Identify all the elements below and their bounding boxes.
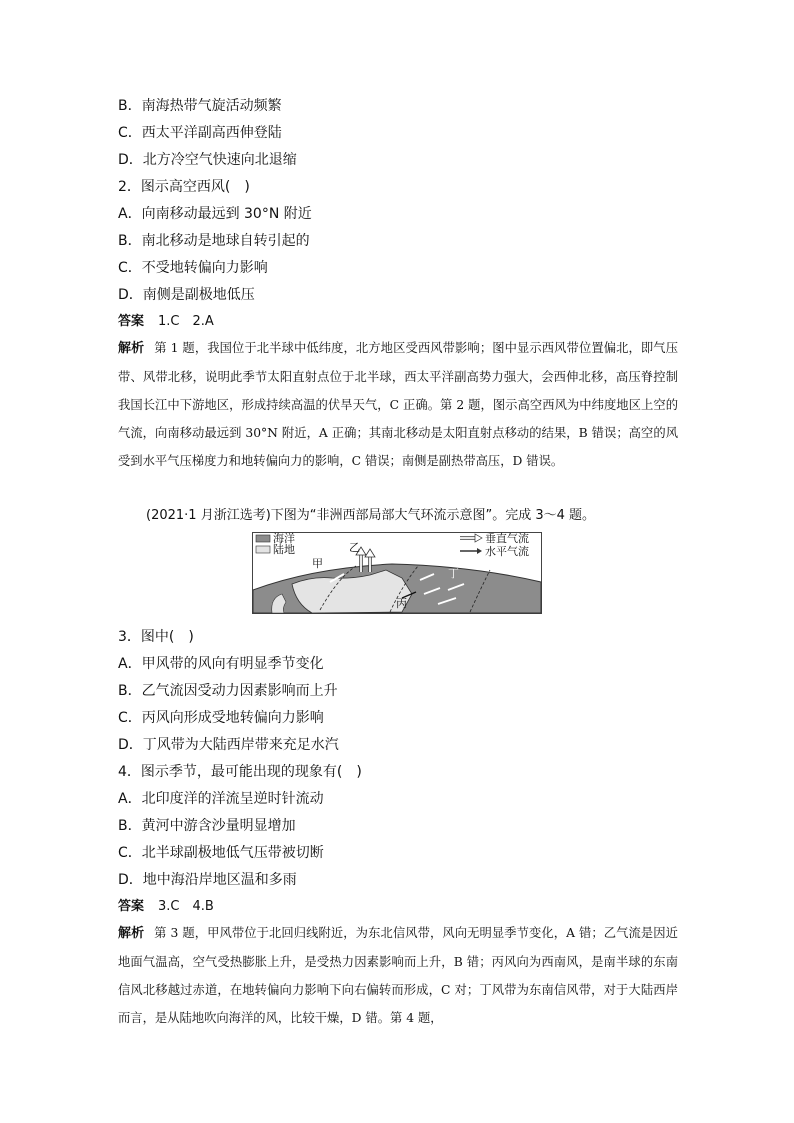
q4-option-d: D．地中海沿岸地区温和多雨 bbox=[118, 872, 297, 888]
legend-land-label: 陆地 bbox=[273, 543, 295, 556]
analysis-3-4 bbox=[118, 919, 678, 1032]
q4-option-c: C．北半球副极地低气压带被切断 bbox=[118, 845, 324, 861]
q3-option-d: D．丁风带为大陆西岸带来充足水汽 bbox=[118, 737, 339, 753]
circulation-figure bbox=[252, 532, 542, 614]
q3-option-a: A．甲风带的风向有明显季节变化 bbox=[118, 656, 324, 672]
answer-text: 1.C 2.A bbox=[158, 314, 214, 329]
q3-stem: 3．图中( ) bbox=[118, 629, 194, 645]
legend-horizontal-label: 水平气流 bbox=[485, 545, 529, 558]
answer-label: 答案 bbox=[118, 899, 145, 914]
legend-ocean-swatch bbox=[256, 535, 270, 542]
q4-stem: 4．图示季节，最可能出现的现象有( ) bbox=[118, 764, 362, 780]
analysis-1-2 bbox=[118, 334, 678, 475]
figure-intro: (2021·1 月浙江选考)下图为“非洲西部局部大气环流示意图”。完成 3～4 题。 bbox=[146, 508, 596, 523]
answer-1-2 bbox=[118, 312, 214, 332]
label-yi: 乙 bbox=[349, 541, 360, 554]
answer-label: 答案 bbox=[118, 314, 145, 329]
legend-land-swatch bbox=[256, 546, 270, 553]
q2-option-c: C．不受地转偏向力影响 bbox=[118, 260, 268, 276]
label-jia: 甲 bbox=[312, 557, 323, 570]
q3-option-b: B．乙气流因受动力因素影响而上升 bbox=[118, 683, 338, 699]
q2-option-d: D．南侧是副极地低压 bbox=[118, 287, 255, 303]
q1-option-b: B．南海热带气旋活动频繁 bbox=[118, 98, 282, 114]
analysis-label: 解析 bbox=[118, 341, 145, 356]
analysis-text: 第 3 题，甲风带位于北回归线附近，为东北信风带，风向无明显季节变化，A 错；乙气流是因近地面气温高，空气受热膨胀上升，是受热力因素影响而上升，B 错；丙风向为西南风，是南半球的东南信风北移越过赤道，在地转偏向力影响下向右偏转而形成，C 对；丁风带为东南信风带，对于大陆西岸而言，是从陆地吹向海洋的风，比较干燥，D 错。第 4 题， bbox=[118, 926, 678, 1025]
answer-text: 3.C 4.B bbox=[158, 899, 214, 914]
q4-option-b: B．黄河中游含沙量明显增加 bbox=[118, 818, 296, 834]
q1-option-d: D．北方冷空气快速向北退缩 bbox=[118, 152, 297, 168]
q1-option-c: C．西太平洋副高西伸登陆 bbox=[118, 125, 282, 141]
legend-vertical-label: 垂直气流 bbox=[485, 532, 529, 545]
q3-option-c: C．丙风向形成受地转偏向力影响 bbox=[118, 710, 324, 726]
q4-option-a: A．北印度洋的洋流呈逆时针流动 bbox=[118, 791, 324, 807]
label-bing: 丙 bbox=[396, 597, 407, 610]
analysis-label: 解析 bbox=[118, 926, 145, 941]
q2-stem: 2．图示高空西风( ) bbox=[118, 179, 250, 195]
q2-option-b: B．南北移动是地球自转引起的 bbox=[118, 233, 310, 249]
answer-3-4 bbox=[118, 897, 214, 917]
q2-option-a: A．向南移动最远到 30°N 附近 bbox=[118, 206, 312, 222]
analysis-text: 第 1 题，我国位于北半球中低纬度，北方地区受西风带影响；图中显示西风带位置偏北，即气压带、风带北移，说明此季节太阳直射点位于北半球，西太平洋副高势力强大，会西伸北移，高压脊控制我国长江中下游地区，形成持续高温的伏旱天气，C 正确。第 2 题，图示高空西风为中纬度地区上空的气流，向南移动最远到 30°N 附近，A 正确；其南北移动是太阳直射点移动的结果，B 错误；高空的风受到水平气压梯度力和地转偏向力的影响，C 错误；南侧是副热带高压，D 错误。 bbox=[118, 341, 678, 468]
legend-ocean-label: 海洋 bbox=[273, 532, 295, 545]
label-ding: 丁 bbox=[448, 567, 459, 580]
